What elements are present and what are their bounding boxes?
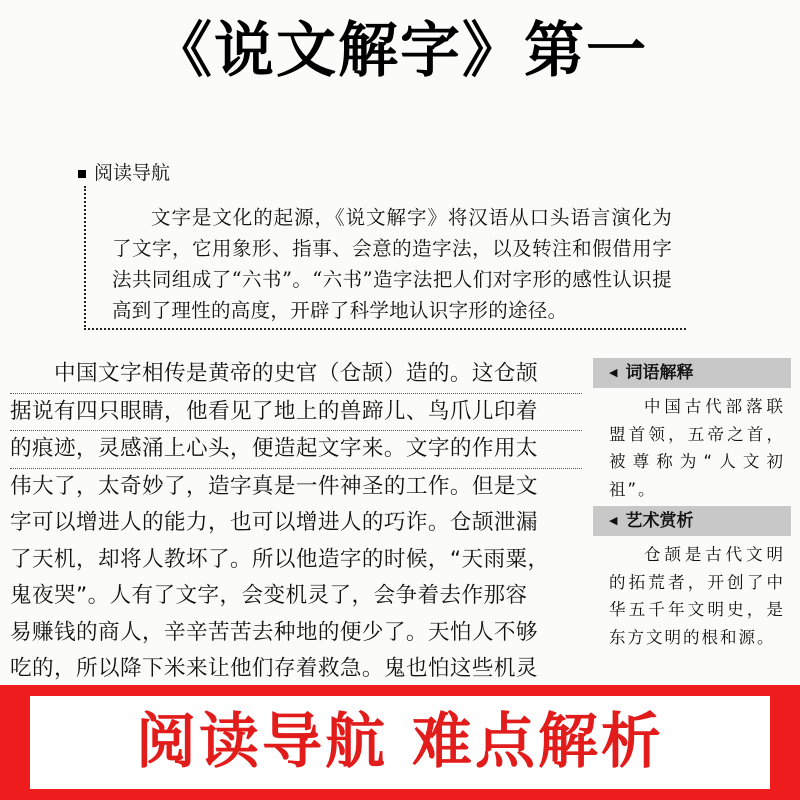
triangle-left-icon: ◀ <box>609 514 618 527</box>
promo-banner-text: 阅读导航 难点解析 <box>30 696 770 789</box>
main-text-line: 字可以增进人的能力，也可以增进人的巧诈。仓颉泄漏 <box>10 510 538 535</box>
main-text-line: 据说有四只眼睛，他看见了地上的兽蹄儿、鸟爪儿印着 <box>10 394 582 432</box>
promo-banner <box>0 685 800 800</box>
square-bullet-icon <box>78 170 86 178</box>
vocab-text: 中国古代部落联盟首领，五帝之首，被尊称为“人文初祖”。 <box>609 397 785 499</box>
art-sidebar <box>593 506 791 651</box>
art-heading: 艺术赏析 <box>625 511 694 531</box>
main-text <box>10 356 582 688</box>
vocab-heading: 词语解释 <box>625 363 694 383</box>
reading-guide-text: 文字是文化的起源，《说文解字》将汉语从口头语言演化为了文字，它用象形、指事、会意的造字法，以及转注和假借用字法共同组成了“六书”。“六书”造字法把人们对字形的感性认识提高到了理性的高度，开辟了科学地认识字形的途径。 <box>112 206 672 322</box>
page-title: 《说文解字》第一 <box>152 16 648 86</box>
main-text-line: 鬼夜哭”。人有了文字，会变机灵了，会争着去作那容 <box>10 583 528 608</box>
main-text-line: 的痕迹，灵感涌上心头，便造起文字来。文字的作用太 <box>10 431 582 469</box>
reading-guide-heading <box>78 160 170 186</box>
main-text-line: 了天机，却将人教坏了。所以他造字的时候，“天雨粟， <box>10 546 550 572</box>
main-text-line: 中国文字相传是黄帝的史官（仓颉）造的。这仓颉 <box>10 356 582 394</box>
triangle-left-icon: ◀ <box>609 366 618 379</box>
vocab-sidebar <box>593 358 791 503</box>
vocab-heading-bar <box>593 358 791 388</box>
main-text-line: 易赚钱的商人，辛辛苦苦去种地的便少了。天怕人不够 <box>10 619 538 645</box>
art-text: 仓颉是古代文明的拓荒者，开创了中华五千年文明史，是东方文明的根和源。 <box>609 545 785 647</box>
main-text-line: 吃的，所以降下米来让他们存着救急。鬼也怕这些机灵 <box>10 656 538 681</box>
art-heading-bar <box>593 506 791 536</box>
reading-guide-label: 阅读导航 <box>94 162 171 184</box>
main-text-line: 伟大了，太奇妙了，造字真是一件神圣的工作。但是文 <box>10 473 538 499</box>
